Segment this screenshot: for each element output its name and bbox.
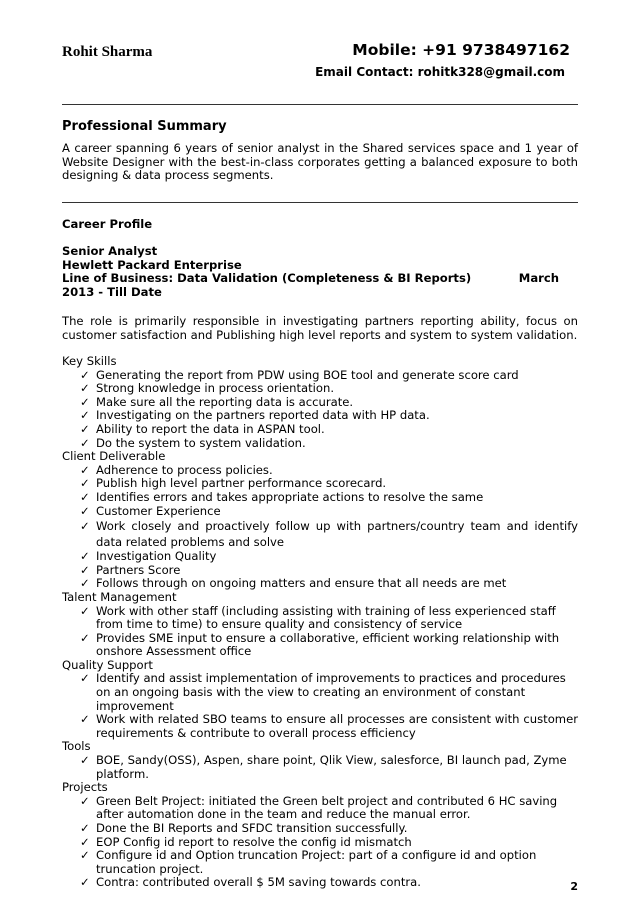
job-title: Senior Analyst [62,244,158,258]
career-heading: Career Profile [62,217,153,231]
divider-top [62,104,578,105]
group-projects [62,781,578,890]
email-contact: Email Contact: rohitk328@gmail.com [315,65,565,79]
summary-heading: Professional Summary [62,119,227,134]
list-item: ✓ Provides SME input to ensure a collaborative, efficient working relationship with onshore Assessment office [80,630,560,659]
check-icon: ✓ [80,394,90,409]
list-item: ✓ Work closely and proactively follow up with partners/country team and identify data related problems and solve [80,519,578,550]
list-item: ✓ Investigation Quality [80,549,217,564]
check-icon: ✓ [80,630,90,645]
list-item: ✓ Work with other staff (including assisting with training of less experienced staff from time to time) to ensure quality and consistency of service [80,603,556,632]
check-icon: ✓ [80,476,90,491]
list-item: ✓ Customer Experience [80,503,221,518]
check-icon: ✓ [80,753,90,768]
role-block [62,245,578,299]
check-icon: ✓ [80,421,90,436]
check-icon: ✓ [80,367,90,382]
check-icon: ✓ [80,489,90,504]
company-name: Hewlett Packard Enterprise [62,257,242,272]
item-list [62,795,578,890]
group-label: Quality Support [62,657,153,672]
list-item: ✓ Do the system to system validation. [80,435,306,450]
item-list [62,464,578,591]
list-item: ✓ Generating the report from PDW using BOE tool and generate score card [80,367,519,382]
list-item: ✓ Make sure all the reporting data is accurate. [80,394,354,409]
list-item: ✓ Investigating on the partners reported data with HP data. [80,408,430,423]
divider-middle [62,202,578,203]
summary-text: A career spanning 6 years of senior analyst in the Shared services space and 1 year of Website Designer with the best-in-class corporates getting a balanced exposure to both designing & data process segments. [62,141,578,183]
item-list [62,754,578,781]
line-of-business-row [62,272,559,286]
check-icon: ✓ [80,848,90,863]
list-item: ✓ Adherence to process policies. [80,462,273,477]
list-item: ✓ Configure id and Option truncation Project: part of a configure id and option truncation project. [80,848,537,876]
check-icon: ✓ [80,503,90,518]
date-range: 2013 - Till Date [62,284,162,299]
group-label: Client Deliverable [62,449,166,464]
check-icon: ✓ [80,671,90,686]
check-icon: ✓ [80,435,90,450]
group-tools [62,740,578,781]
page-number: 2 [570,880,578,894]
check-icon: ✓ [80,712,90,727]
date-month: March [518,271,559,286]
line-of-business: Line of Business: Data Validation (Completeness & BI Reports) [62,271,472,286]
list-item: ✓ Publish high level partner performance scorecard. [80,476,387,491]
group-label: Tools [62,739,91,754]
list-item: ✓ Follows through on ongoing matters and ensure that all needs are met [80,576,507,591]
check-icon: ✓ [80,381,90,396]
list-item: ✓ Green Belt Project: initiated the Green belt project and contributed 6 HC saving after automation done in the team and reduce the manual error. [80,793,558,822]
check-icon: ✓ [80,462,90,477]
mobile-number: Mobile: +91 9738497162 [352,41,570,59]
list-item: ✓ Contra: contributed overall $ 5M saving towards contra. [80,875,421,890]
check-icon: ✓ [80,549,90,564]
item-list [62,605,578,659]
group-talent-management [62,591,578,659]
item-list [62,369,578,451]
check-icon: ✓ [80,793,90,808]
check-icon: ✓ [80,603,90,618]
candidate-name: Rohit Sharma [62,44,153,60]
check-icon: ✓ [80,834,90,849]
list-item: ✓ Identifies errors and takes appropriate actions to resolve the same [80,489,484,504]
check-icon: ✓ [80,562,90,577]
check-icon: ✓ [80,576,90,591]
group-client-deliverable [62,450,578,591]
list-item: ✓ Done the BI Reports and SFDC transition successfully. [80,821,408,835]
check-icon: ✓ [80,519,90,534]
check-icon: ✓ [80,821,90,835]
list-item: ✓ Strong knowledge in process orientation. [80,381,335,396]
list-item: ✓ Identify and assist implementation of improvements to practices and procedures on an ongoing basis with the view to creating an environment of constant improvement [80,671,566,713]
group-label: Key Skills [62,354,117,368]
group-key-skills [62,355,578,450]
list-item: ✓ Ability to report the data in ASPAN tool. [80,421,325,436]
group-quality-support [62,659,578,741]
item-list [62,672,578,740]
list-item: ✓ Partners Score [80,562,181,577]
group-label: Talent Management [62,589,177,604]
responsibilities [62,355,578,890]
list-item: ✓ BOE, Sandy(OSS), Aspen, share point, Qlik View, salesforce, BI launch pad, Zyme platform. [80,753,567,781]
check-icon: ✓ [80,408,90,423]
check-icon: ✓ [80,875,90,890]
group-label: Projects [62,780,108,795]
list-item: ✓ EOP Config id report to resolve the config id mismatch [80,834,412,849]
role-description: The role is primarily responsible in investigating partners reporting ability, focus on customer satisfaction and Publishing high level reports and system to system validation. [62,314,578,342]
list-item: ✓ Work with related SBO teams to ensure all processes are consistent with customer requirements & contribute to overall process efficiency [80,712,578,740]
